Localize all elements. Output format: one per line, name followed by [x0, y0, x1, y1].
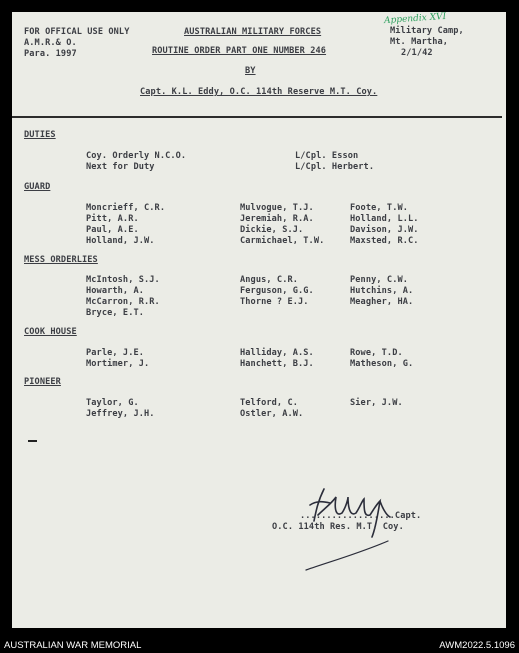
- name-entry: Dickie, S.J.: [240, 225, 304, 235]
- issuer-line: Capt. K.L. Eddy, O.C. 114th Reserve M.T. Coy.: [140, 87, 378, 97]
- name-entry: Carmichael, T.W.: [240, 236, 325, 246]
- name-entry: Meagher, HA.: [350, 297, 414, 307]
- by-label: BY: [245, 66, 256, 76]
- section-title-mess-orderlies: MESS ORDERLIES: [24, 255, 98, 265]
- appendix-annotation: Appendix XVI: [383, 12, 447, 27]
- name-entry: Matheson, G.: [350, 359, 414, 369]
- section-title-cook-house: COOK HOUSE: [24, 327, 77, 337]
- name-entry: Telford, C.: [240, 398, 299, 408]
- name-entry: Halliday, A.S.: [240, 348, 314, 358]
- name-entry: Hutchins, A.: [350, 286, 414, 296]
- duty-role: Next for Duty: [86, 162, 155, 172]
- name-entry: Thorne ? E.J.: [240, 297, 309, 307]
- name-entry: Ferguson, G.G.: [240, 286, 314, 296]
- name-entry: Mortimer, J.: [86, 359, 150, 369]
- name-entry: Angus, C.R.: [240, 275, 299, 285]
- name-entry: Davison, J.W.: [350, 225, 419, 235]
- signature-title: O.C. 114th Res. M.T. Coy.: [272, 522, 404, 532]
- name-entry: Jeremiah, R.A.: [240, 214, 314, 224]
- name-entry: Howarth, A.: [86, 286, 145, 296]
- name-entry: McCarron, R.R.: [86, 297, 160, 307]
- paragraph-ref: Para. 1997: [24, 49, 77, 59]
- name-entry: Hanchett, B.J.: [240, 359, 314, 369]
- name-entry: Bryce, E.T.: [86, 308, 145, 318]
- name-entry: Taylor, G.: [86, 398, 139, 408]
- name-entry: Holland, L.L.: [350, 214, 419, 224]
- location-line1: Military Camp,: [390, 26, 464, 36]
- name-entry: Paul, A.E.: [86, 225, 139, 235]
- section-title-guard: GUARD: [24, 182, 51, 192]
- name-entry: Jeffrey, J.H.: [86, 409, 155, 419]
- name-entry: Mulvogue, T.J.: [240, 203, 314, 213]
- name-entry: Pitt, A.R.: [86, 214, 139, 224]
- name-entry: Rowe, T.D.: [350, 348, 403, 358]
- header-divider: [12, 116, 502, 118]
- name-entry: Holland, J.W.: [86, 236, 155, 246]
- name-entry: Moncrieff, C.R.: [86, 203, 166, 213]
- regulation-ref: A.M.R.& O.: [24, 38, 77, 48]
- name-entry: Foote, T.W.: [350, 203, 409, 213]
- duty-person: L/Cpl. Herbert.: [295, 162, 375, 172]
- name-entry: McIntosh, S.J.: [86, 275, 160, 285]
- name-entry: Penny, C.W.: [350, 275, 409, 285]
- section-title-pioneer: PIONEER: [24, 377, 61, 387]
- signature-dotted-line: ..................Capt.: [300, 511, 422, 521]
- order-title: ROUTINE ORDER PART ONE NUMBER 246: [152, 46, 327, 56]
- archive-reference: AWM2022.5.1096: [439, 640, 515, 651]
- name-entry: Maxsted, R.C.: [350, 236, 419, 246]
- name-entry: Ostler, A.W.: [240, 409, 304, 419]
- archive-credit: AUSTRALIAN WAR MEMORIAL: [4, 640, 142, 651]
- document-page: [12, 12, 506, 628]
- duty-person: L/Cpl. Esson: [295, 151, 359, 161]
- org-title: AUSTRALIAN MILITARY FORCES: [184, 27, 322, 37]
- margin-mark: [28, 440, 37, 442]
- section-title-duties: DUTIES: [24, 130, 56, 140]
- name-entry: Sier, J.W.: [350, 398, 403, 408]
- official-use-label: FOR OFFICAL USE ONLY: [24, 27, 130, 37]
- duty-role: Coy. Orderly N.C.O.: [86, 151, 187, 161]
- name-entry: Parle, J.E.: [86, 348, 145, 358]
- order-date: 2/1/42: [401, 48, 433, 58]
- location-line2: Mt. Martha,: [390, 37, 449, 47]
